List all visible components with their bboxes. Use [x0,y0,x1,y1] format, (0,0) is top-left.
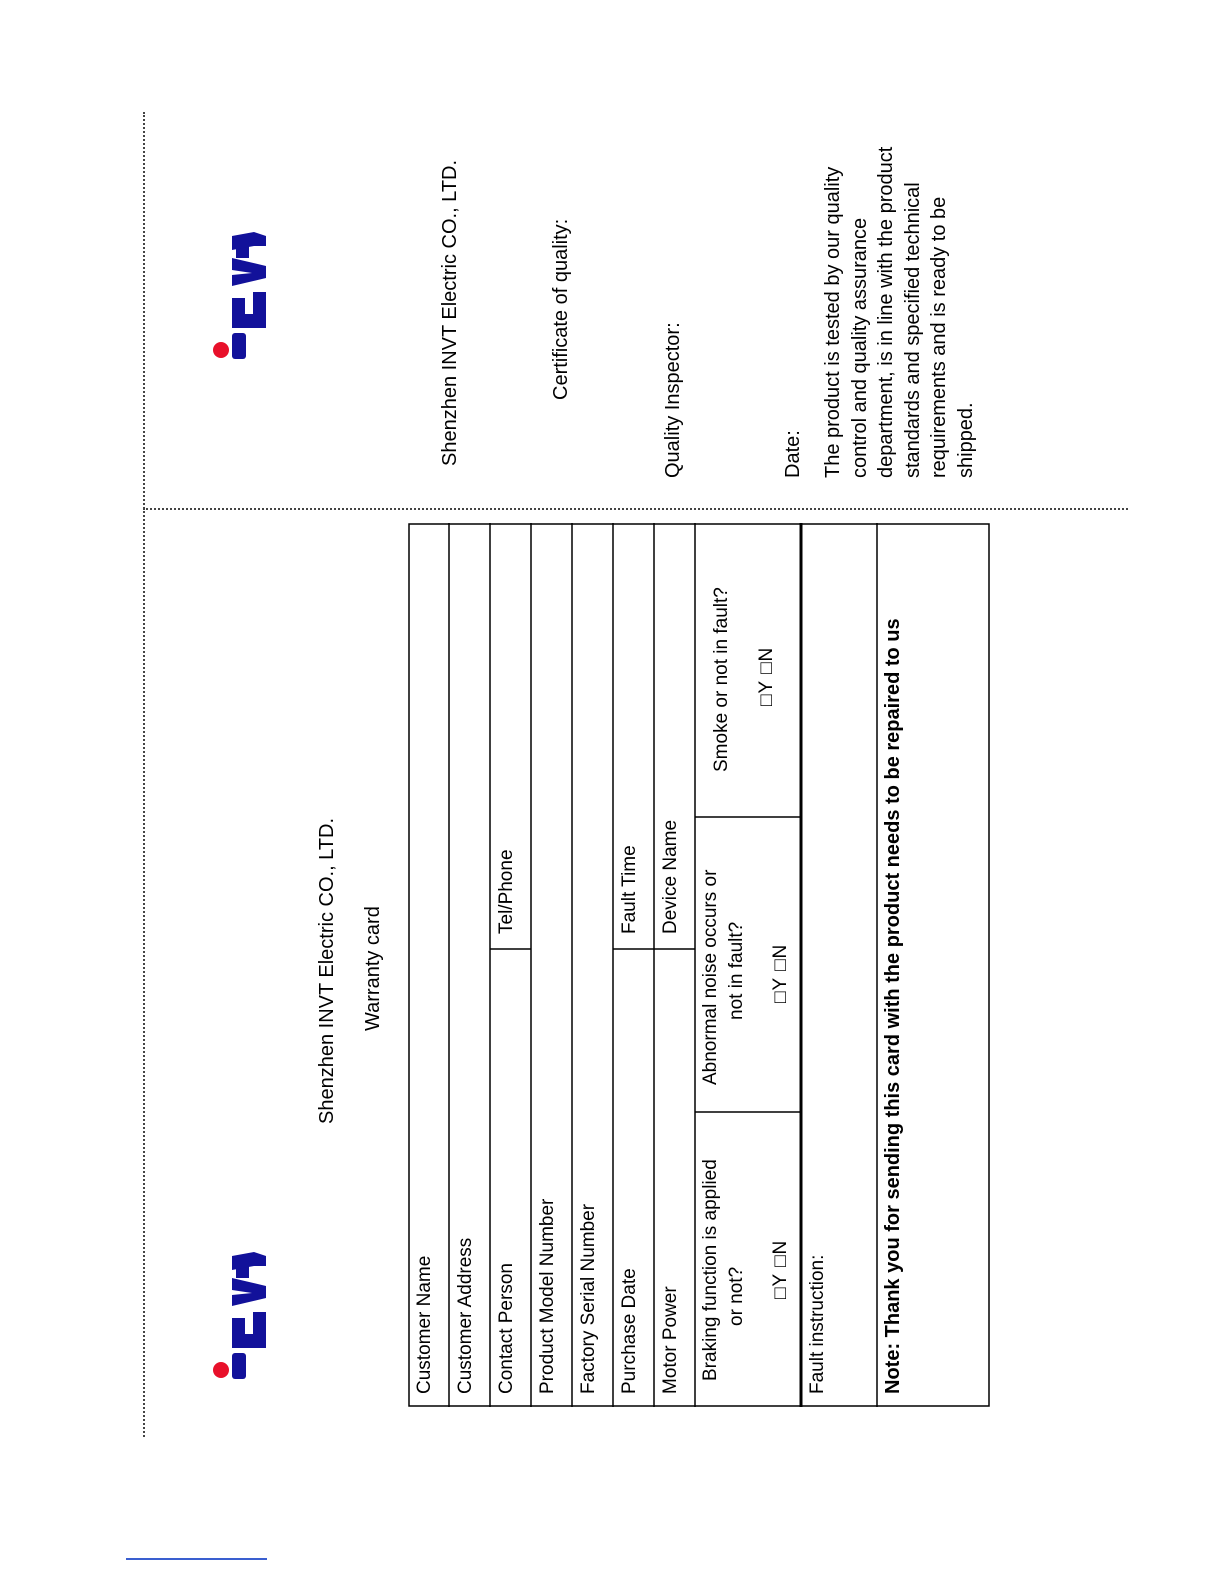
question-braking-line1: Braking function is applied [700,1159,721,1381]
field-tel-phone: Tel/Phone [496,849,517,934]
fault-instruction-label: Fault instruction: [807,1254,828,1394]
quality-inspector-label: Quality Inspector: [662,322,684,478]
field-customer-name: Customer Name [414,1255,435,1394]
smoke-yn-checkboxes[interactable]: □Y □N [756,646,777,706]
field-fault-time: Fault Time [619,845,640,934]
cut-line-vertical [143,112,145,1437]
certificate-title: Certificate of quality: [550,218,572,400]
question-noise-line1: Abnormal noise occurs or [700,869,721,1085]
noise-yn-checkboxes[interactable]: □Y □N [770,943,791,1003]
question-smoke: Smoke or not in fault? [711,587,732,772]
field-device-name: Device Name [660,819,681,934]
invt-logo [212,1246,268,1386]
field-factory-serial-number: Factory Serial Number [578,1203,599,1394]
invt-logo [212,226,268,366]
question-noise-line2: not in fault? [726,921,747,1020]
field-purchase-date: Purchase Date [619,1268,640,1394]
cut-line-horizontal [143,508,1128,510]
question-braking-line2: or not? [726,1266,747,1326]
field-customer-address: Customer Address [455,1237,476,1394]
certificate-statement: The product is tested by our quality control and quality assurance department, is in line with the product standards and specified technical requirements and is ready to be shipped. [822,146,977,478]
field-motor-power: Motor Power [660,1286,681,1394]
field-product-model-number: Product Model Number [537,1198,558,1394]
certificate-company: Shenzhen INVT Electric CO., LTD. [439,159,461,466]
warranty-title: Warranty card [362,906,384,1031]
warranty-note: Note: Thank you for sending this card with the product needs to be repaired to us [882,618,904,1394]
warranty-company: Shenzhen INVT Electric CO., LTD. [316,817,338,1124]
date-label: Date: [782,430,804,478]
braking-yn-checkboxes[interactable]: □Y □N [770,1239,791,1299]
warranty-table [408,523,990,1407]
footer-blue-line [126,1558,267,1560]
field-contact-person: Contact Person [496,1263,517,1394]
